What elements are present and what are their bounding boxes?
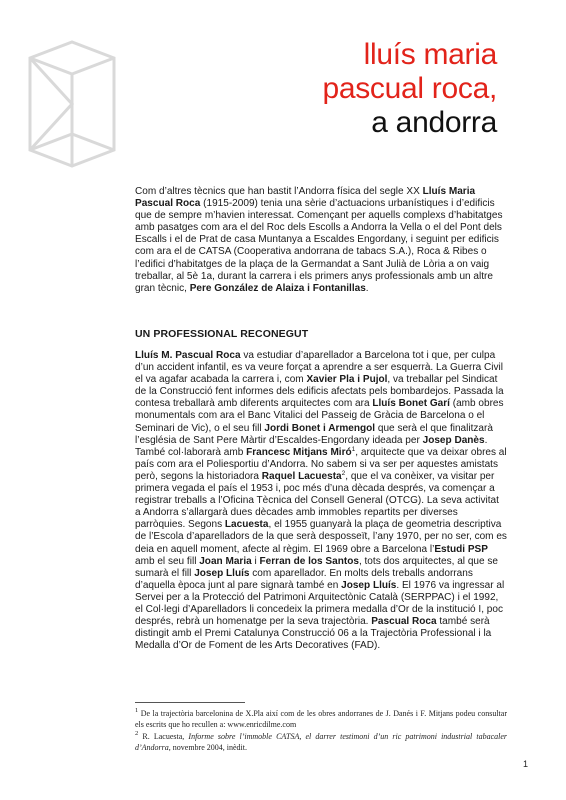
title-line-1: lluís maria <box>363 38 497 71</box>
footnote-ref-1[interactable]: 1 <box>351 445 356 453</box>
hexagon-outline-logo-icon <box>26 38 118 170</box>
footnote-1: $^1$ De la trajectòria barcelonina de X.Pla així com de les obres andorranes de J. Danés i F. Mitjans podeu consultar els escrits que ho recullen a: www.enricdilme.com <box>135 707 507 730</box>
page-number: 1 <box>522 759 528 769</box>
document-title <box>322 38 497 140</box>
footnotes <box>135 708 507 753</box>
intro-paragraph: Com d’altres tècnics que han bastit l’Andorra física del segle XX Lluís Maria Pascual Roca (1915-2009) tenia una sèrie d’actuacions urbanístiques i d’edificis que de sempre m’havien interessat. Començant per aquells complexs d’habitatges amb pasatges com ara el del Roc dels Escolls a Andorra la Vella o el del Pont dels Escalls i el de Prat de casa Muntanya a Escaldes Engordany, i seguint per edificis com ara el de CATSA (Cooperativa andorrana de tabacs S.A.), Roca & Ribes o l’edifici d’habitatges de la plaça de la Germandat a Sant Julià de Lòria a on vaig treballar, al 5è 1a, durant la carrera i els primers anys professionals amb un altre gran tècnic, Pere González de Alaiza i Fontanillas. <box>135 186 503 294</box>
footnote-divider <box>135 702 245 703</box>
title-line-3: a andorra <box>371 106 497 139</box>
main-paragraph: Lluís M. Pascual Roca va estudiar d’aparellador a Barcelona tot i que, per culpa d’un accident infantil, es va veure forçat a aprendre a ser esquerrà. La Guerra Civil el va agafar acabada la carrera i, com Xavier Pla i Pujol, va treballar pel Sindicat de la Construcció fent informes dels edificis afectats pels bombardejos. Passada la contesa treballarà amb diferents arquitectes com ara Lluís Bonet Garí (amb obres monumentals com ara el Banc Vitalici del Passeig de Gràcia de Barcelona o el Seminari de Vic), o el seu fill Jordi Bonet i Armengol que serà el que finalitzarà l’església de Sant Pere Màrtir d’Escaldes-Engordany ideada per Josep Danès. També col·laborarà amb Francesc Mitjans Miró$^1$, arquitecte que va deixar obres al país com ara el Poliesportiu d’Andorra. No sabem si va ser per aquestes amistats però, segons la historiadora Raquel Lacuesta$^2$, que el va conèixer, va visitar per primera vegada el país el 1953 i, poc més d’una dècada després, va començar a registrar treballs a l’Oficina Tècnica del Consell General (OTCG). La seva activitat a Andorra s’allargarà dues dècades amb immobles repartits per diverses parròquies. Segons Lacuesta, el 1955 guanyarà la plaça de geometria descriptiva de l’Escola d’aparelladors de la que serà desposseït, l’any 1970, per no ser, com es deia en aquell moment, afecte al règim. El 1969 obre a Barcelona l’Estudi PSP amb el seu fill Joan Maria i Ferran de los Santos, tots dos arquitectes, al que se sumarà el fill Josep Lluís com aparellador. En molts dels treballs andorrans d’aquella època junt al pare signarà també en Josep Lluís. El 1976 va ingressar al Servei per a la Protecció del Patrimoni Arquitectònic Català (SERPPAC) i el 1992, el Col·legi d’Aparelladors li concedeix la primera medalla d’Or de la institució I, poc després, rebrà un homenatge per la seva trajectòria. Pascual Roca també serà distingit amb el Premi Catalunya Construcció 06 a la Trajectòria Professional i la Medalla d’Or de Foment de les Arts Decoratives (FAD). <box>135 350 507 652</box>
footnote-ref-2[interactable]: 2 <box>341 469 346 477</box>
section-heading: UN PROFESSIONAL RECONEGUT <box>135 328 309 340</box>
footnote-2: $^2$ R. Lacuesta, Informe sobre l’immoble CATSA, el darrer testimoni d’un ric patrimoni industrial tabacaler d’Andorra, novembre 2004, inèdit. <box>135 729 508 752</box>
title-line-2: pascual roca, <box>322 72 497 105</box>
